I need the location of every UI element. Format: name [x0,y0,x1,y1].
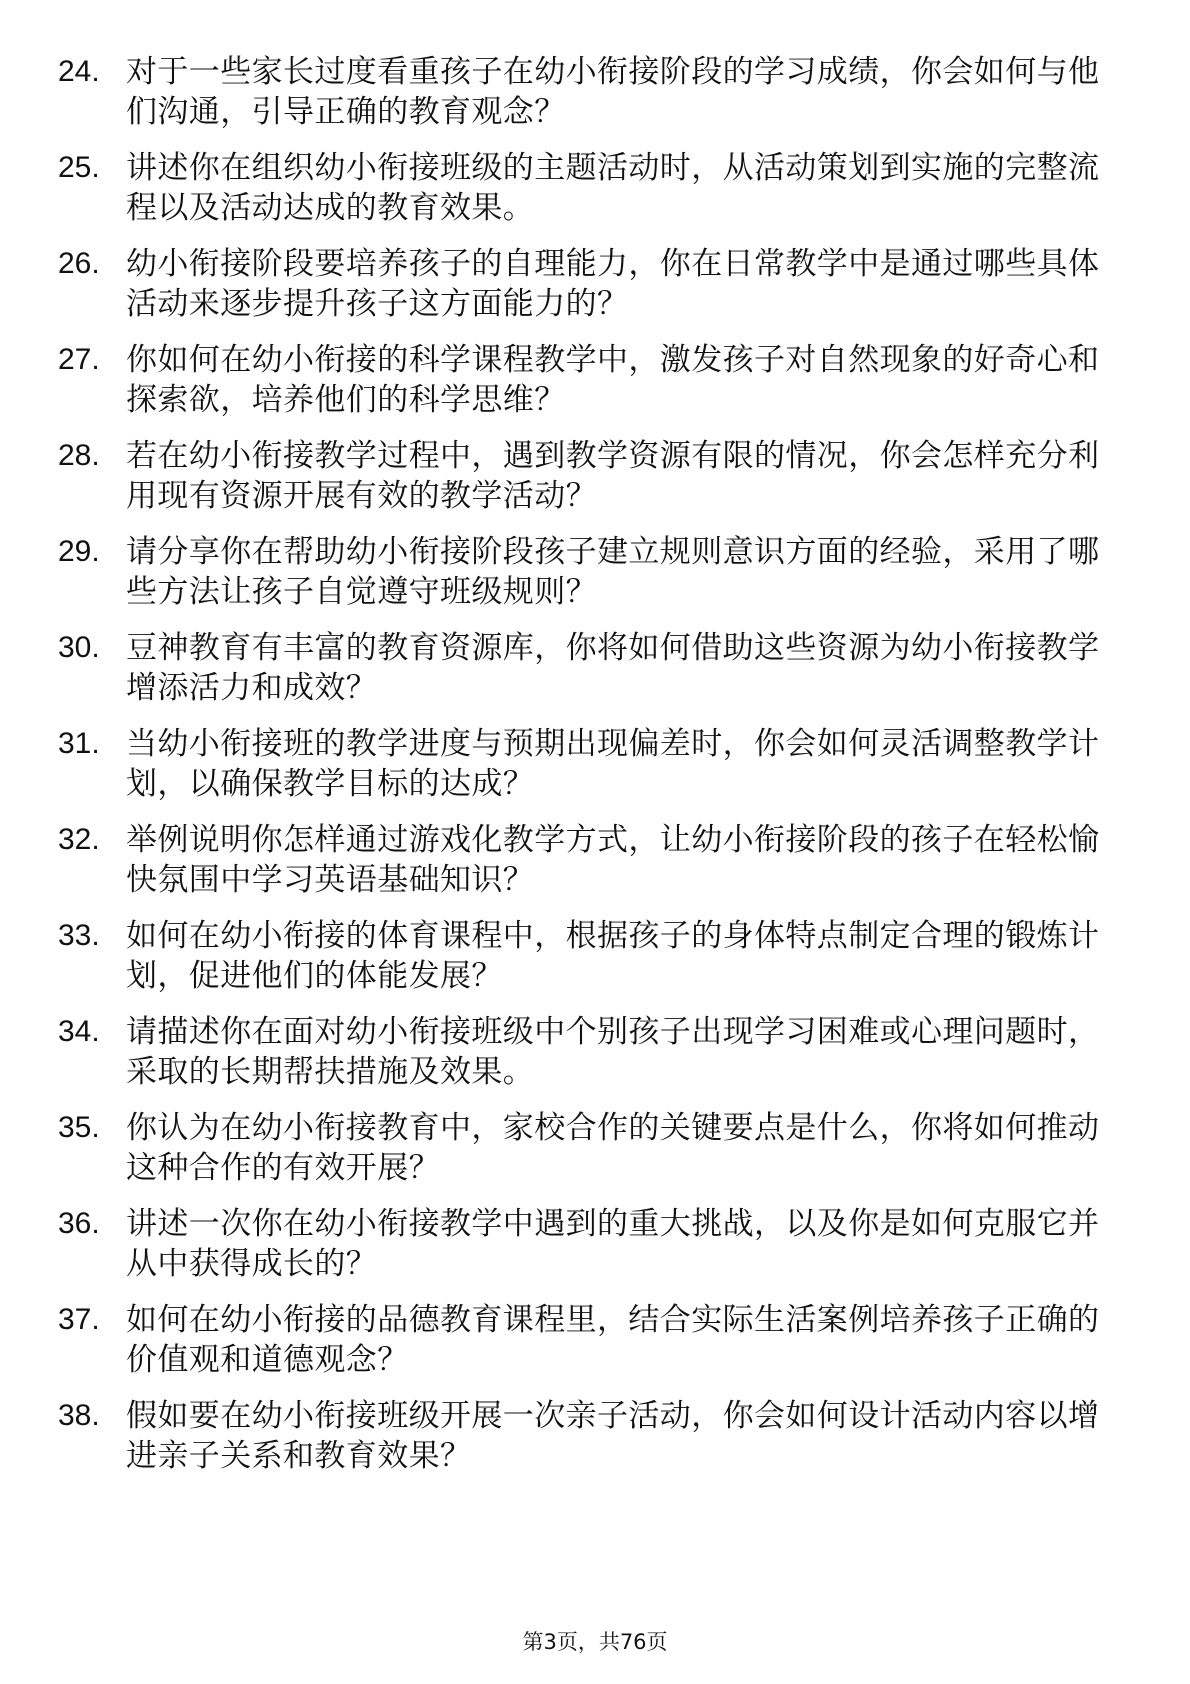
question-number: 26. [58,247,100,280]
question-number: 27. [58,343,100,376]
question-item [0,340,1190,436]
question-text: 当幼小衔接班的教学进度与预期出现偏差时，你会如何灵活调整教学计划，以确保教学目标的达成？ [126,726,1100,802]
question-text: 如何在幼小衔接的品德教育课程里，结合实际生活案例培养孩子正确的价值观和道德观念？ [126,1302,1100,1378]
question-number: 25. [58,151,100,184]
question-text: 对于一些家长过度看重孩子在幼小衔接阶段的学习成绩，你会如何与他们沟通，引导正确的教育观念？ [126,54,1100,130]
question-text: 假如要在幼小衔接班级开展一次亲子活动，你会如何设计活动内容以增进亲子关系和教育效果？ [126,1398,1100,1474]
question-item [0,1108,1190,1204]
question-number: 29. [58,535,100,568]
question-item [0,1012,1190,1108]
question-text: 幼小衔接阶段要培养孩子的自理能力，你在日常教学中是通过哪些具体活动来逐步提升孩子这方面能力的？ [126,246,1100,322]
question-text: 讲述你在组织幼小衔接班级的主题活动时，从活动策划到实施的完整流程以及活动达成的教育效果。 [126,150,1100,226]
question-item [0,532,1190,628]
question-text: 你如何在幼小衔接的科学课程教学中，激发孩子对自然现象的好奇心和探索欲，培养他们的科学思维？ [126,342,1100,418]
question-text: 如何在幼小衔接的体育课程中，根据孩子的身体特点制定合理的锻炼计划，促进他们的体能发展？ [126,918,1100,994]
question-item [0,436,1190,532]
question-number: 36. [58,1207,100,1240]
question-number: 31. [58,727,100,760]
question-number: 28. [58,439,100,472]
question-item [0,244,1190,340]
question-text: 举例说明你怎样通过游戏化教学方式，让幼小衔接阶段的孩子在轻松愉快氛围中学习英语基础知识？ [126,822,1100,898]
question-item [0,916,1190,1012]
question-item [0,52,1190,148]
question-item [0,724,1190,820]
question-number: 34. [58,1015,100,1048]
question-number: 33. [58,919,100,952]
question-text: 你认为在幼小衔接教育中，家校合作的关键要点是什么，你将如何推动这种合作的有效开展？ [126,1110,1100,1186]
question-text: 讲述一次你在幼小衔接教学中遇到的重大挑战，以及你是如何克服它并从中获得成长的？ [126,1206,1100,1282]
question-text: 请描述你在面对幼小衔接班级中个别孩子出现学习困难或心理问题时，采取的长期帮扶措施及效果。 [126,1014,1100,1090]
question-item [0,1204,1190,1300]
question-number: 24. [58,55,100,88]
question-number: 38. [58,1399,100,1432]
question-item [0,148,1190,244]
question-text: 请分享你在帮助幼小衔接阶段孩子建立规则意识方面的经验，采用了哪些方法让孩子自觉遵守班级规则？ [126,534,1100,610]
question-item [0,1396,1190,1492]
question-item [0,1300,1190,1396]
page-number-footer: 第3页，共76页 [522,1630,668,1654]
question-item [0,820,1190,916]
question-number: 30. [58,631,100,664]
question-number: 32. [58,823,100,856]
question-text: 若在幼小衔接教学过程中，遇到教学资源有限的情况，你会怎样充分利用现有资源开展有效的教学活动？ [126,438,1100,514]
question-text: 豆神教育有丰富的教育资源库，你将如何借助这些资源为幼小衔接教学增添活力和成效？ [126,630,1100,706]
question-number: 35. [58,1111,100,1144]
question-item [0,628,1190,724]
question-number: 37. [58,1303,100,1336]
